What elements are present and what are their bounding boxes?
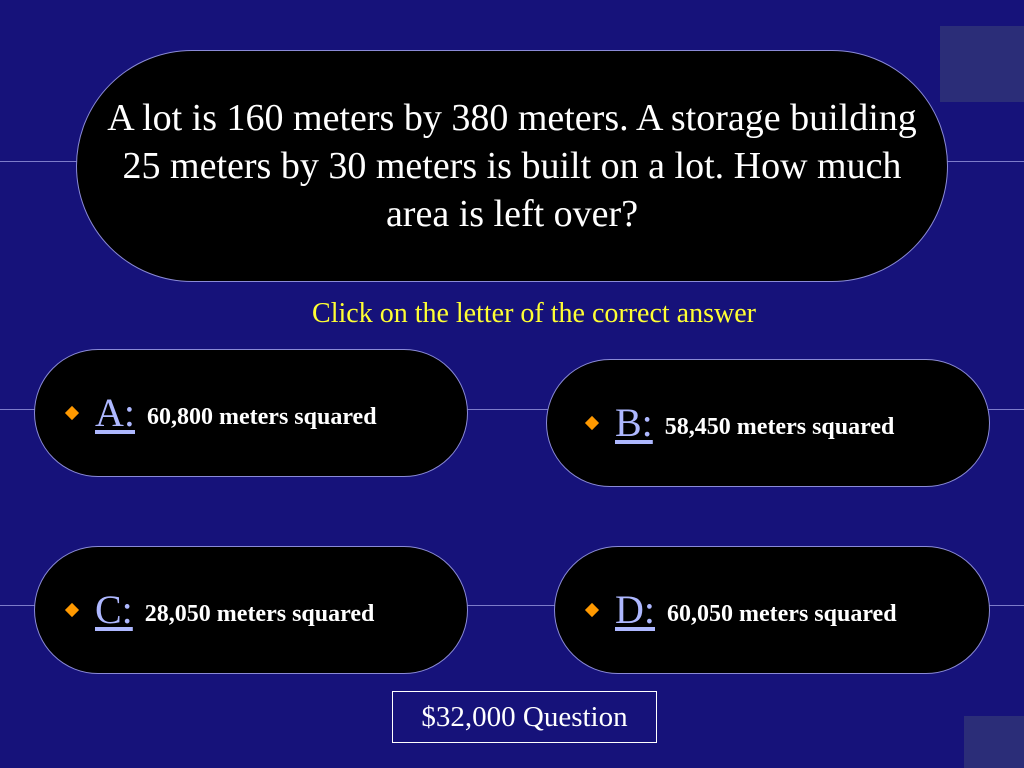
question-text: A lot is 160 meters by 380 meters. A storage building 25 meters by 30 meters is built on a lot. How much area is left over?	[107, 97, 917, 235]
answer-text-b: 58,450 meters squared	[664, 414, 895, 440]
decorative-square-top-right	[940, 26, 1024, 102]
prize-level-label: $32,000 Question	[392, 691, 657, 743]
diamond-bullet-icon	[585, 416, 599, 430]
answer-letter-d-link[interactable]: D:	[615, 587, 655, 632]
diamond-bullet-icon	[585, 603, 599, 617]
decorative-square-bottom-right	[964, 716, 1024, 768]
instruction-text: Click on the letter of the correct answer	[312, 298, 756, 329]
answer-text-c: 28,050 meters squared	[144, 601, 375, 627]
answer-text-d: 60,050 meters squared	[667, 601, 897, 627]
diamond-bullet-icon	[65, 406, 79, 420]
answer-letter-a-link[interactable]: A:	[95, 390, 135, 435]
answer-option-d[interactable]	[554, 546, 990, 674]
answer-letter-b-link[interactable]: B:	[615, 400, 653, 445]
answer-option-c[interactable]	[34, 546, 468, 674]
question-panel	[76, 50, 948, 282]
answer-option-b[interactable]	[546, 359, 990, 487]
diamond-bullet-icon	[65, 603, 79, 617]
answer-text-a: 60,800 meters squared	[147, 404, 377, 430]
answer-option-a[interactable]	[34, 349, 468, 477]
answer-letter-c-link[interactable]: C:	[95, 587, 133, 632]
